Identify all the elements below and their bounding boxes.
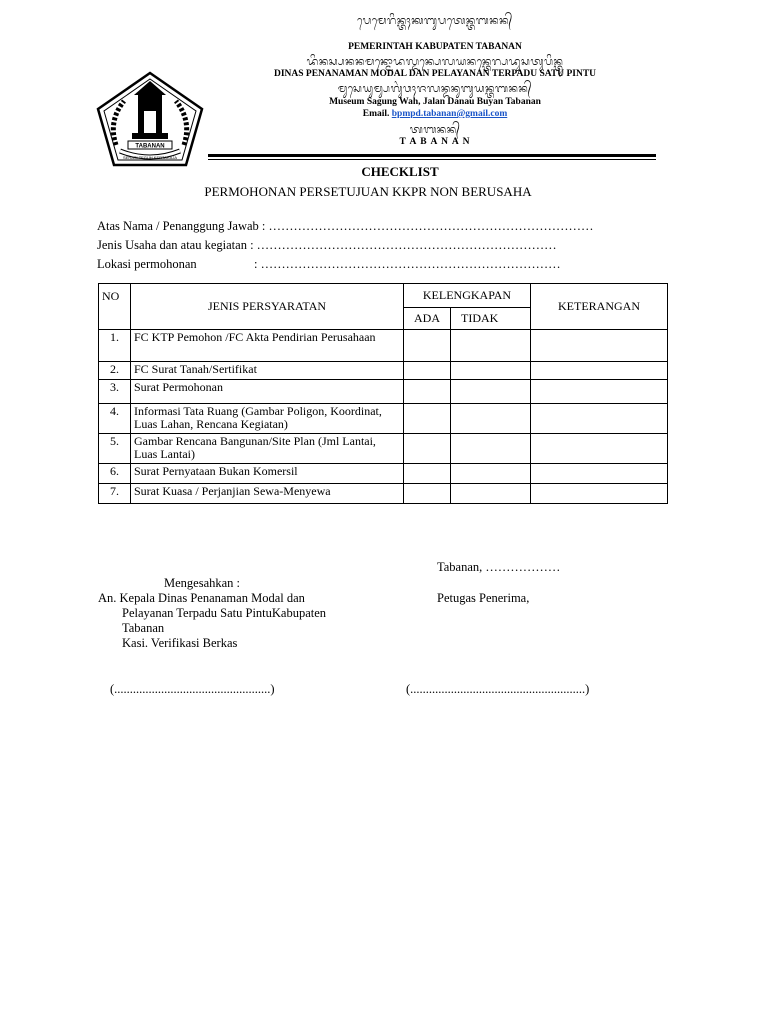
- header-ada: ADA: [404, 308, 451, 330]
- header-kelengkapan: KELENGKAPAN: [404, 284, 531, 308]
- logo-text-bottom: SERASI TEGUH KERTARAJA: [122, 155, 178, 160]
- row-jenis: FC KTP Pemohon /FC Akta Pendirian Perusahaan: [131, 330, 404, 362]
- checkbox-ada[interactable]: [404, 434, 451, 464]
- checkbox-tidak[interactable]: [451, 362, 531, 380]
- table-row: [99, 380, 668, 404]
- checkbox-tidak[interactable]: [451, 434, 531, 464]
- place-date: Tabanan, ………………: [437, 560, 561, 574]
- row-jenis: Surat Permohonan: [131, 380, 404, 404]
- approver-signature-line[interactable]: (..................................................): [110, 682, 275, 696]
- approver-line-1: An. Kepala Dinas Penanaman Modal dan: [98, 591, 305, 605]
- field-dots: ……………………………………………………………………: [268, 219, 594, 233]
- table-row: [99, 434, 668, 464]
- requirements-table: [98, 283, 668, 504]
- logo-text-top: TABANAN: [135, 143, 165, 150]
- row-jenis: Gambar Rencana Bangunan/Site Plan (Jml Lantai, Luas Lantai): [131, 434, 404, 464]
- table-row: [99, 404, 668, 434]
- field-dots: ………………………………………………………………: [256, 238, 557, 252]
- table-row: [99, 464, 668, 484]
- field-atas-nama[interactable]: [97, 219, 594, 234]
- header-rule-thin: [208, 159, 656, 160]
- approver-line-3: Tabanan: [122, 621, 165, 635]
- row-no: 4.: [99, 404, 131, 434]
- row-jenis: Surat Pernyataan Bukan Komersil: [131, 464, 404, 484]
- header-rule-thick: [208, 154, 656, 157]
- checkbox-tidak[interactable]: [451, 404, 531, 434]
- approval-label: Mengesahkan :: [164, 576, 241, 590]
- checkbox-tidak[interactable]: [451, 380, 531, 404]
- row-no: 2.: [99, 362, 131, 380]
- table-row: [99, 362, 668, 380]
- row-jenis: FC Surat Tanah/Sertifikat: [131, 362, 404, 380]
- row-jenis: Surat Kuasa / Perjanjian Sewa-Menyewa: [131, 484, 404, 504]
- script-line-3: ᬫᬸᬲᬾᬬᬸᬫ᭄ᬲᬕᬸᬂᬯᬄᬚᬮᬦ᭄ᬤᬦᬸᬩᬸᬬᬦ᭄ᬢᬩᬦᬦ᭄: [337, 83, 533, 95]
- receiver-signature-line[interactable]: (........................................................): [406, 682, 590, 696]
- checkbox-ada[interactable]: [404, 362, 451, 380]
- email-label: Email.: [362, 109, 392, 119]
- address: Museum Sagung Wah, Jalan Danau Buyan Tabanan: [329, 97, 541, 107]
- field-dots: ………………………………………………………………: [260, 257, 561, 271]
- row-jenis: Informasi Tata Ruang (Gambar Poligon, Koordinat, Luas Lahan, Rencana Kegiatan): [131, 404, 404, 434]
- table-row: [99, 484, 668, 504]
- cell-keterangan[interactable]: [531, 362, 668, 380]
- checkbox-ada[interactable]: [404, 484, 451, 504]
- checkbox-tidak[interactable]: [451, 464, 531, 484]
- department-name: DINAS PENANAMAN MODAL DAN PELAYANAN TERPADU SATU PINTU: [273, 69, 597, 79]
- checkbox-ada[interactable]: [404, 330, 451, 362]
- row-no: 7.: [99, 484, 131, 504]
- script-line-2: ᬤᬶᬦᬲ᭄ᬧᬦᬦᬫᬦ᭄ᬫᭀᬤᬮ᭄ᬤᬦ᭄ᬧᬾᬮᬬᬦᬦ᭄ᬢᬾᬭ᭄ᬧᬤᬸᬲᬢᬸᬧᬶᬦ᭄ᬢᬸ: [306, 56, 564, 68]
- cell-keterangan[interactable]: [531, 380, 668, 404]
- cell-keterangan[interactable]: [531, 464, 668, 484]
- cell-keterangan[interactable]: [531, 330, 668, 362]
- field-lokasi[interactable]: [97, 257, 561, 272]
- field-label: Lokasi permohonan: [97, 257, 197, 271]
- row-no: 6.: [99, 464, 131, 484]
- document-title: CHECKLIST: [361, 164, 439, 179]
- table-row: [99, 330, 668, 362]
- script-line-1: ᬧᬾᬫᬾᬭᬶᬦ᭄ᬢᬄᬓᬩᬸᬧᬢᬾᬦ᭄ᬢᬩᬦᬦ᭄: [357, 15, 513, 27]
- header-jenis: JENIS PERSYARATAN: [131, 284, 404, 330]
- city-name: T A B A N A N: [399, 137, 471, 147]
- checkbox-tidak[interactable]: [451, 330, 531, 362]
- field-label: Jenis Usaha dan atau kegiatan :: [97, 238, 257, 252]
- receiver-role: Petugas Penerima,: [437, 591, 530, 605]
- row-no: 3.: [99, 380, 131, 404]
- field-jenis-usaha[interactable]: [97, 238, 557, 253]
- email-link[interactable]: bpmpd.tabanan@gmail.com: [391, 109, 508, 119]
- document-subtitle: PERMOHONAN PERSETUJUAN KKPR NON BERUSAHA: [204, 184, 532, 199]
- cell-keterangan[interactable]: [531, 484, 668, 504]
- script-line-4: ᬢᬩᬦᬦ᭄: [409, 124, 461, 136]
- email-line: [90, 109, 768, 119]
- header-keterangan: KETERANGAN: [531, 284, 668, 330]
- cell-keterangan[interactable]: [531, 434, 668, 464]
- approver-line-4: Kasi. Verifikasi Berkas: [122, 636, 238, 650]
- field-label: Atas Nama / Penanggung Jawab :: [97, 219, 269, 233]
- checkbox-ada[interactable]: [404, 380, 451, 404]
- header-no: NO: [99, 284, 131, 330]
- row-no: 5.: [99, 434, 131, 464]
- checkbox-ada[interactable]: [404, 464, 451, 484]
- checkbox-tidak[interactable]: [451, 484, 531, 504]
- field-separator: :: [254, 257, 261, 271]
- agency-name: PEMERINTAH KABUPATEN TABANAN: [348, 42, 522, 52]
- approver-line-2: Pelayanan Terpadu Satu PintuKabupaten: [122, 606, 327, 620]
- header-tidak: TIDAK: [451, 308, 531, 330]
- row-no: 1.: [99, 330, 131, 362]
- checkbox-ada[interactable]: [404, 404, 451, 434]
- cell-keterangan[interactable]: [531, 404, 668, 434]
